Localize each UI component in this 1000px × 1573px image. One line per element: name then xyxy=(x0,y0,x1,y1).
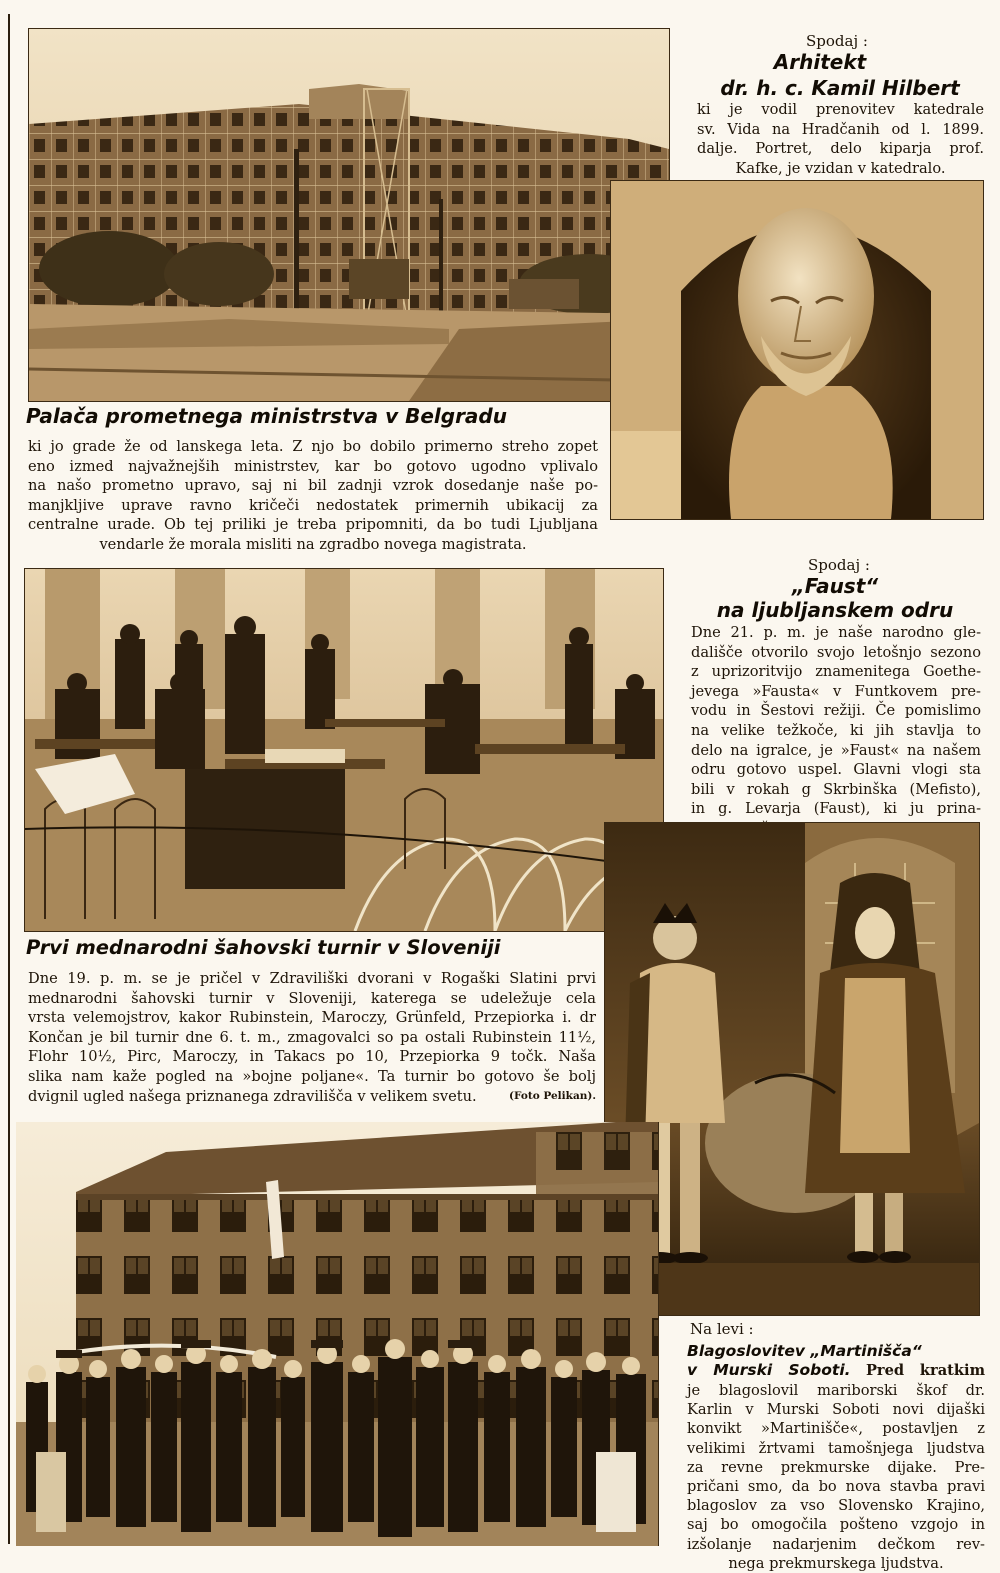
left-border-rule xyxy=(8,14,10,1544)
faust-caption-line: odru gotovo uspel. Glavni vlogi sta xyxy=(691,761,981,779)
faust-caption-line: delo na igralce, je »Faust« na našem xyxy=(691,741,981,759)
chess-caption xyxy=(28,969,596,1106)
belgrade-title: Palača prometnega ministrstva v Belgradu xyxy=(26,404,507,428)
chess-caption-line: dvignil ugled našega priznanega zdravilišča v velikem svetu. xyxy=(28,1087,477,1105)
photo-credit: (Foto Pelikan). xyxy=(509,1089,596,1102)
martinisce-title-line1: Blagoslovitev „Martinišča“ xyxy=(687,1342,922,1360)
chess-caption-line: slika nam kaže pogled na »bojne poljane«. Ta turnir bo gotovo še bolj xyxy=(28,1067,596,1085)
faust-caption-line: vodu in Šestovi režiji. Če pomislimo xyxy=(691,702,981,720)
martinisce-caption-line: nega prekmurskega ljudstva. xyxy=(728,1554,944,1572)
martinisce-caption-line: blagoslov za vso Slovensko Krajino, xyxy=(687,1497,985,1515)
hilbert-caption-line: ki je vodil prenovitev katedrale xyxy=(697,101,984,118)
martinisce-caption-line: konvikt »Martinišče«, postavljen z xyxy=(687,1420,985,1438)
martinisce-title-row xyxy=(687,1361,985,1381)
belgrade-caption-line: ki jo grade že od lanskega leta. Z njo bo dobilo primerno streho zopet xyxy=(28,438,598,455)
martinisce-caption-line: saj bo omogočila pošteno vzgojo in xyxy=(687,1516,985,1534)
hilbert-caption-line: dalje. Portret, delo kiparja prof. xyxy=(697,140,984,158)
faust-actors-photo xyxy=(604,822,980,1316)
martinisce-line2 xyxy=(687,1361,985,1381)
martinisce-caption xyxy=(687,1381,985,1573)
chess-title: Prvi mednarodni šahovski turnir v Sloveniji xyxy=(26,936,501,959)
hilbert-title-line1: Arhitekt xyxy=(773,50,867,74)
belgrade-ministry-photo xyxy=(28,28,670,402)
martinisce-kicker: Na levi : xyxy=(690,1320,754,1338)
faust-caption-line: dališče otvorilo svojo letošnjo sezono xyxy=(691,643,981,661)
belgrade-caption-line: eno izmed najvažnejših ministrstev, kar bo gotovo ugodno vplivalo xyxy=(28,457,598,475)
chess-caption-line: Dne 19. p. m. se je pričel v Zdraviliški dvorani v Rogaški Slatini prvi xyxy=(28,970,596,987)
faust-caption-line: Dne 21. p. m. je naše narodno gle- xyxy=(691,624,981,641)
belgrade-caption-line: na našo prometno upravo, saj ni bil zadnji vzrok dosedanje naše po- xyxy=(28,477,598,495)
faust-caption-line: na velike težkoče, ki jih stavlja to xyxy=(691,721,981,739)
hilbert-kicker: Spodaj : xyxy=(806,32,868,50)
faust-caption-line: z uprizoritvijo znamenitega Goethe- xyxy=(691,663,981,681)
martinisce-caption-line: velikimi žrtvami tamošnjega ljudstva xyxy=(687,1439,985,1457)
faust-title-line2: na ljubljanskem odru xyxy=(716,598,954,622)
martinisce-caption-line: je blagoslovil mariborski škof dr. xyxy=(687,1382,985,1399)
hilbert-caption xyxy=(697,100,984,178)
chess-caption-last xyxy=(28,1087,596,1107)
belgrade-caption xyxy=(28,437,598,555)
chess-caption-line: Končan je bil turnir dne 6. t. m., zmagovalci so pa ostali Rubinstein 11½, xyxy=(28,1028,596,1046)
chess-caption-line: Flohr 10½, Pirc, Maroczy, in Takacs po 10, Przepiorka 9 točk. Naša xyxy=(28,1048,596,1066)
hilbert-caption-line: sv. Vida na Hradčanih od l. 1899. xyxy=(697,120,984,138)
martinisce-title-line2: v Murski Soboti. xyxy=(687,1361,851,1379)
faust-caption-line: in g. Levarja (Faust), ki ju prina- xyxy=(691,800,981,818)
hilbert-title-line2: dr. h. c. Kamil Hilbert xyxy=(720,76,960,100)
belgrade-caption-line: vendarle že morala misliti na zgradbo novega magistrata. xyxy=(99,535,527,553)
belgrade-caption-line: manjkljive uprave ravno kričeči nedostatek primernih ubikacij za xyxy=(28,496,598,514)
martinisce-photo xyxy=(16,1122,659,1546)
martinisce-line2-rest: Pred kratkim xyxy=(865,1362,986,1379)
martinisce-caption-line: Karlin v Murski Soboti novi dijaški xyxy=(687,1401,985,1419)
belgrade-caption-line: centralne urade. Ob tej priliki je treba pripomniti, da bo tudi Ljubljana xyxy=(28,516,598,534)
faust-kicker: Spodaj : xyxy=(808,556,870,574)
faust-caption xyxy=(691,623,981,839)
martinisce-caption-line: za revne prekmurske dijake. Pre- xyxy=(687,1458,985,1476)
faust-caption-line: jevega »Fausta« v Funtkovem pre- xyxy=(691,682,981,700)
hilbert-bust-photo xyxy=(610,180,984,520)
chess-caption-line: mednarodni šahovski turnir v Sloveniji, katerega se udeležuje cela xyxy=(28,989,596,1007)
martinisce-caption-line: izšolanje nadarjenim dečkom rev- xyxy=(687,1535,985,1553)
faust-caption-line: bili v rokah g Skrbinška (Mefisto), xyxy=(691,780,981,798)
hilbert-caption-line: Kafke, je vzidan v katedralo. xyxy=(735,159,946,177)
martinisce-caption-line: pričani smo, da bo nova stavba pravi xyxy=(687,1478,985,1496)
faust-title-line1: „Faust“ xyxy=(791,574,879,598)
chess-caption-line: vrsta velemojstrov, kakor Rubinstein, Maroczy, Grünfeld, Przepiorka i. dr xyxy=(28,1009,596,1027)
chess-tournament-photo xyxy=(24,568,664,932)
